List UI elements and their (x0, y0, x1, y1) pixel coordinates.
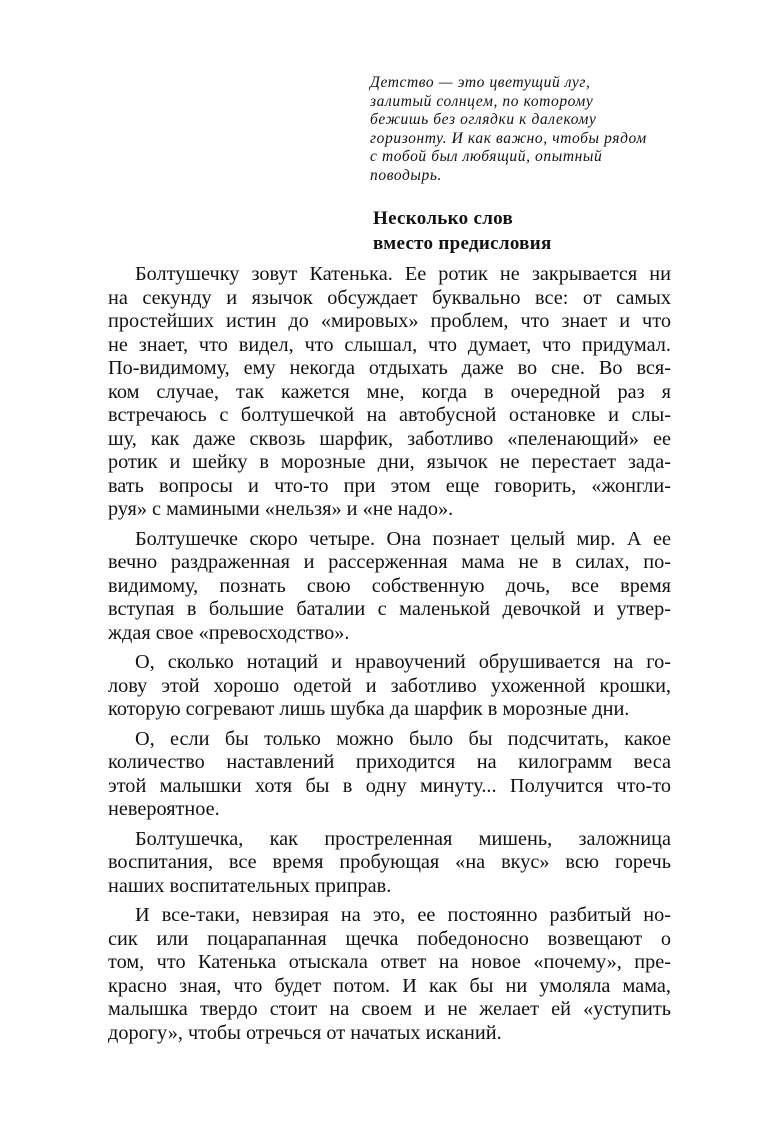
section-heading (373, 206, 693, 256)
text-line: руя» с мамиными «нельзя» и «не надо». (108, 498, 454, 520)
text-line: Болтушечку зовут Катенька. Ее ротик не закрывается ни (135, 263, 671, 285)
paragraph-6 (108, 904, 671, 1045)
paragraph-2 (108, 528, 671, 646)
text-line: красно зная, что будет потом. И как бы ни умоляла мама, (108, 974, 671, 997)
text-line: видимому, познать свою собственную дочь, все время (108, 574, 671, 597)
text-line: которую согревают лишь шубка да шарфик в морозные дни. (108, 698, 630, 720)
paragraph-3 (108, 651, 671, 722)
text-line: И все-таки, невзирая на это, ее постоянно разбитый но- (135, 904, 671, 926)
epigraph-line: с тобой был любящий, опытный (370, 148, 603, 166)
text-line: ждая свое «превосходство». (108, 621, 350, 644)
text-line: вступая в большие баталии с маленькой девочкой и утвер- (108, 598, 671, 620)
heading-line-1: Несколько слов (373, 208, 514, 229)
text-line: О, сколько нотаций и нравоучений обрушивается на го- (135, 651, 671, 673)
text-line: ротик и шейку в морозные дни, язычок не перестает зада- (108, 451, 671, 473)
text-line: сик или поцарапанная щечка победоносно возвещают о (108, 927, 671, 950)
text-line: малышка твердо стоит на своем и не желает ей «уступить (108, 998, 671, 1020)
text-line: не знает, что видел, что слышал, что думает, что придумал. (108, 333, 671, 356)
text-line: дорогу», чтобы отречься от начатых исканий. (108, 1021, 502, 1044)
text-line: невероятное. (108, 798, 220, 820)
text-line: простейших истин до «мировых» проблем, что знает и что (108, 310, 671, 332)
text-line: лову этой хорошо одетой и заботливо ухоженной крошки, (108, 674, 671, 697)
text-line: вать вопросы и что-то при этом еще говорить, «жонгли- (108, 474, 671, 497)
text-line: О, если бы только можно было бы подсчитать, какое (135, 727, 671, 750)
text-line: Болтушечке скоро четыре. Она познает целый мир. А ее (135, 527, 671, 550)
epigraph-line: горизонту. И как важно, чтобы рядом (370, 129, 647, 147)
text-line: вечно раздраженная и рассерженная мама не в силах, по- (108, 551, 671, 573)
text-line: этой малышки хотя бы в одну минуту... Получится что-то (108, 774, 671, 797)
text-line: наших воспитательных приправ. (108, 874, 392, 897)
epigraph-line: поводырь. (370, 166, 442, 184)
paragraph-4 (108, 728, 671, 822)
paragraph-1 (108, 263, 671, 522)
text-line: Болтушечка, как простреленная мишень, заложница (135, 827, 671, 850)
text-line: количество наставлений приходится на килограмм веса (108, 751, 671, 773)
epigraph (370, 74, 686, 186)
text-line: По-видимому, ему некогда отдыхать даже во сне. Во вся- (108, 357, 671, 379)
text-line: на секунду и язычок обсуждает буквально все: от самых (108, 286, 671, 309)
epigraph-line: залитый солнцем, по которому (370, 92, 594, 110)
paragraph-5 (108, 828, 671, 899)
text-line: шу, как даже сквозь шарфик, заботливо «пеленающий» ее (108, 427, 671, 450)
text-line: том, что Катенька отыскала ответ на новое «почему», пре- (108, 951, 671, 973)
text-line: ком случае, так кажется мне, когда в очередной раз я (108, 380, 671, 403)
epigraph-line: бежишь без оглядки к далекому (370, 111, 597, 129)
text-line: воспитания, все время пробующая «на вкус» всю горечь (108, 851, 671, 873)
epigraph-line: Детство — это цветущий луг, (370, 74, 591, 91)
text-line: встречаюсь с болтушечкой на автобусной остановке и слы- (108, 404, 671, 426)
heading-line-2: вместо предисловия (373, 233, 552, 254)
body-text (108, 263, 671, 1051)
